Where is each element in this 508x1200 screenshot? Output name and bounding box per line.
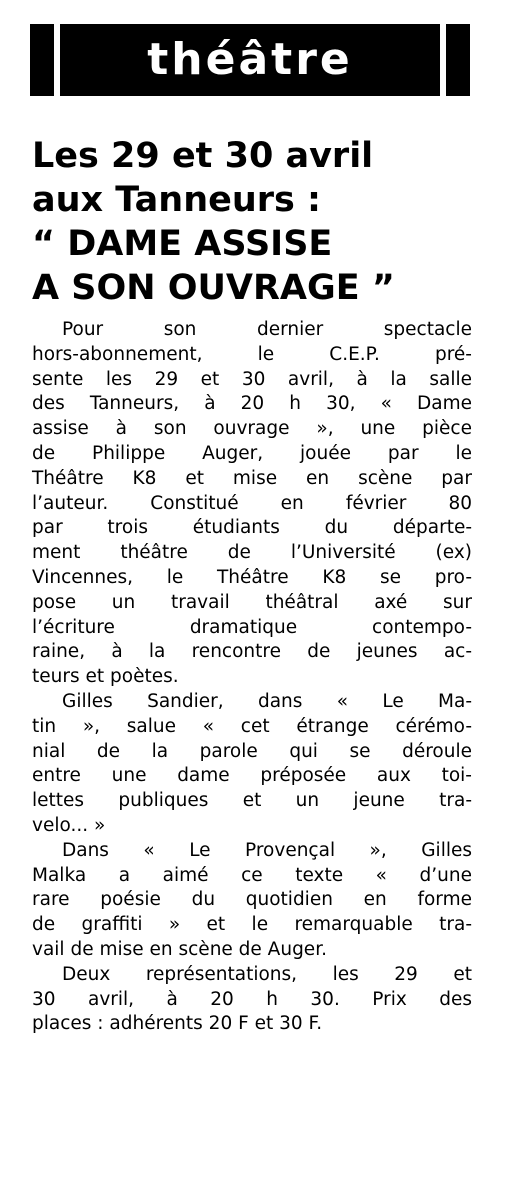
paragraph-1-line: pose un travail théâtral axé sur [32,591,472,613]
paragraph-1-line: l’écriture dramatique contempo- [32,616,472,638]
paragraph-3-line: de graffiti » et le remarquable tra- [32,914,472,936]
headline-line: “ DAME ASSISE [32,224,333,264]
paragraph-2-line: tin », salue « cet étrange cérémo- [32,715,472,737]
paragraph-2-line: nial de la parole qui se déroule [32,740,472,762]
paragraph-1-line: assise à son ouvrage », une pièce [32,418,472,440]
section-banner [30,24,470,96]
paragraph-1-line: des Tanneurs, à 20 h 30, « Dame [32,393,472,415]
paragraph-1-line: Théâtre K8 et mise en scène par [32,467,472,489]
headline-line: A SON OUVRAGE ” [32,268,395,308]
paragraph-1-line: ment théâtre de l’Université (ex) [32,542,472,564]
paragraph-2-line: Gilles Sandier, dans « Le Ma- [62,690,472,712]
paragraph-1-line: par trois étudiants du départe- [32,517,472,539]
paragraph-1-line: raine, à la rencontre de jeunes ac- [32,641,472,663]
paragraph-1-line: hors-abonnement, le C.E.P. pré- [32,343,472,365]
article-body [32,318,472,1037]
paragraph-3-line: vail de mise en scène de Auger. [32,938,327,960]
paragraph-1-line: sente les 29 et 30 avril, à la salle [32,368,472,390]
paragraph-4-line: places : adhérents 20 F et 30 F. [32,1013,323,1035]
paragraph-1-line: Vincennes, le Théâtre K8 se pro- [32,566,472,588]
headline-line: aux Tanneurs : [32,180,322,220]
paragraph-2-line: lettes publiques et un jeune tra- [32,790,472,812]
headline-line: Les 29 et 30 avril [32,136,374,176]
section-label: théâtre [147,34,353,85]
paragraph-1-line: l’auteur. Constitué en février 80 [32,492,472,514]
paragraph-1-line: de Philippe Auger, jouée par le [32,442,472,464]
article-headline [32,134,482,310]
paragraph-2-line: entre une dame préposée aux toi- [32,765,472,787]
banner-inner [66,24,434,96]
paragraph-2-line: velo... » [32,814,106,836]
paragraph-3-line: rare poésie du quotidien en forme [32,889,472,911]
paragraph-4-line: 30 avril, à 20 h 30. Prix des [32,988,472,1010]
banner-left-divider [54,24,60,96]
paragraph-1-line: Pour son dernier spectacle [62,319,472,340]
paragraph-1-line: teurs et poètes. [32,666,179,688]
banner-left-bar [30,24,56,96]
paragraph-3-line: Dans « Le Provençal », Gilles [62,839,472,861]
paragraph-4-line: Deux représentations, les 29 et [62,963,472,985]
paragraph-3-line: Malka a aimé ce texte « d’une [32,864,472,886]
banner-right-divider [440,24,446,96]
